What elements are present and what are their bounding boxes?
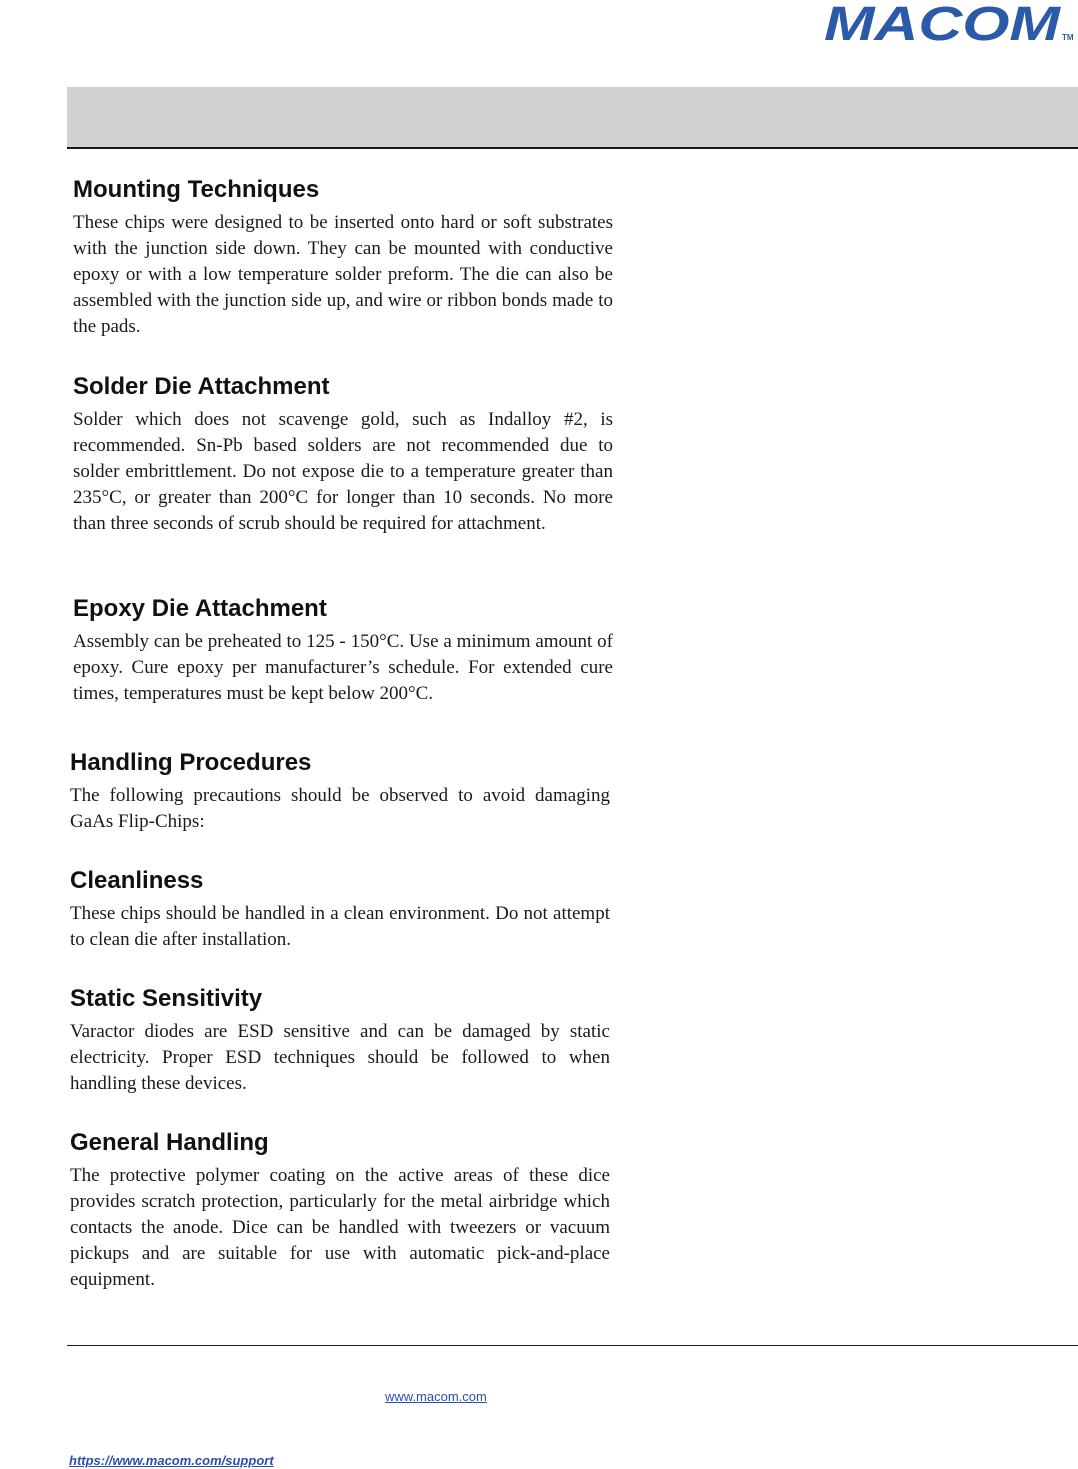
section-heading: Handling Procedures (70, 749, 312, 776)
website-link[interactable]: www.macom.com (385, 1389, 487, 1404)
section-cleanliness (70, 867, 610, 953)
section-heading: Epoxy Die Attachment (73, 595, 327, 622)
section-heading: Cleanliness (70, 867, 204, 894)
logo-wordmark: MACOM (824, 0, 1062, 44)
section-handling-procedures (70, 749, 610, 835)
section-paragraph: The following precautions should be observed to avoid damaging GaAs Flip-Chips: (70, 785, 610, 832)
section-mounting-techniques (73, 176, 613, 340)
section-paragraph: Solder which does not scavenge gold, such as Indalloy #2, is recommended. Sn-Pb based solders are not recommended due to solder embrittlement. Do not expose die to a temperature greater than 235°C, or greater than 200°C for longer than 10 seconds. No more than three seconds of scrub should be required for attachment. (73, 409, 613, 534)
section-heading: Mounting Techniques (73, 176, 320, 203)
section-general-handling (70, 1129, 610, 1293)
footer-divider (67, 1345, 1078, 1346)
section-paragraph: These chips should be handled in a clean environment. Do not attempt to clean die after installation. (70, 903, 610, 950)
section-heading: Solder Die Attachment (73, 373, 330, 400)
section-paragraph: Varactor diodes are ESD sensitive and can be damaged by static electricity. Proper ESD techniques should be followed to when handling these devices. (70, 1021, 610, 1094)
section-paragraph: These chips were designed to be inserted onto hard or soft substrates with the junction side down. They can be mounted with conductive epoxy or with a low temperature solder preform. The die can also be assembled with the junction side up, and wire or ribbon bonds made to the pads. (73, 212, 613, 337)
section-heading: General Handling (70, 1129, 269, 1156)
section-heading: Static Sensitivity (70, 985, 263, 1012)
support-link[interactable]: https://www.macom.com/support (69, 1453, 274, 1468)
section-static-sensitivity (70, 985, 610, 1097)
section-paragraph: The protective polymer coating on the active areas of these dice provides scratch protection, particularly for the metal airbridge which contacts the anode. Dice can be handled with tweezers or vacuum pickups and are suitable for use with automatic pick-and-place equipment. (70, 1165, 610, 1290)
section-paragraph: Assembly can be preheated to 125 - 150°C. Use a minimum amount of epoxy. Cure epoxy per manufacturer’s schedule. For extended cure times, temperatures must be kept below 200°C. (73, 631, 613, 704)
section-solder-die-attachment (73, 373, 613, 537)
trademark-mark: TM (1062, 33, 1074, 42)
section-epoxy-die-attachment (73, 595, 613, 707)
